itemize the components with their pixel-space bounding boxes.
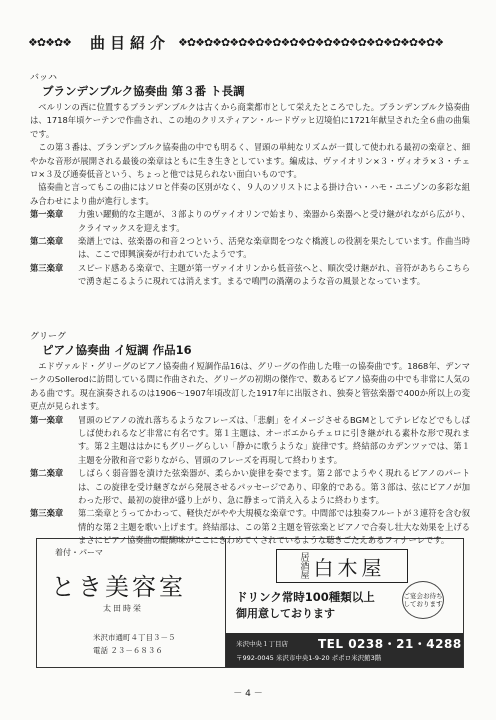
movement-item	[30, 262, 470, 289]
movement-label: 第三楽章	[30, 262, 64, 273]
movement-item	[30, 414, 470, 468]
movement-label: 第三楽章	[30, 508, 64, 519]
movement-text: 力強い躍動的な主題が、３部よりのヴァイオリンで始まり、楽器から楽器へと受け継がれながら広がり、クライマックスを迎えます。	[78, 209, 470, 233]
movement-label: 第一楽章	[30, 414, 64, 425]
section-title: 曲目紹介	[90, 33, 171, 52]
paragraph: 協奏曲と言ってもこの曲にはソロと伴奏の区別がなく、９人のソリストによる掛け合い・ハモ・ユニゾンの多彩な組み合わせにより曲が進行します。	[30, 182, 470, 206]
paragraph: この第３番は、ブランデンブルク協奏曲の中でも明るく、冒頭の単純なリズムが一貫して使われる最初の楽章と、細やかな音形が展開される最後の楽章はともに生き生きとしています。編成は、ヴァイオリン×３・ヴィオラ×３・チェロ×３及び通奏低音という、ちょっと他では見られない面白いものです。	[30, 142, 470, 180]
movement-text: 楽譜上では、弦楽器の和音２つという、活発な楽章間をつなぐ橋渡しの役割を果たしています。作曲当時は、ここで即興演奏が行われていたようです。	[78, 236, 470, 260]
movement-item	[30, 467, 470, 507]
movement-label: 第二楽章	[30, 468, 64, 479]
ad-drink-line: 御用意しております	[236, 607, 335, 620]
ad-shop-name: とき美容室	[51, 573, 186, 601]
composer-name: バッハ	[30, 73, 58, 83]
ad-shop-name: 白木屋	[313, 555, 386, 580]
piece-title: ピアノ協奏曲 イ短調 作品16	[42, 343, 192, 357]
ad-footer-band	[226, 633, 463, 667]
piece-description	[30, 101, 470, 289]
movement-text: 冒頭のピアノの流れ落ちるようなフレーズは、「悲劇」をイメージさせるBGMとしてテレビなどでもしばしば使われるなど非常に有名です。第１主題は、オーボエからチェロに引き継がれる素朴な形で現れます。第２主題ははかにもグリーグらしい「静かに歌うような」旋律です。終結部のカデンツァでは、第１主題を分散和音で彩りながら、冒頭のフレーズを再現して終わります。	[78, 414, 470, 465]
piece-bach	[30, 73, 470, 289]
page-number: － 4 －	[233, 689, 263, 699]
ad-party-badge: ご宴会お待ちしております	[402, 581, 444, 619]
piece-grieg	[30, 332, 470, 548]
ad-izakaya	[226, 539, 463, 667]
movement-item	[30, 208, 470, 235]
movement-item	[30, 235, 470, 262]
ad-phone: TEL 0238・21・4288	[318, 637, 462, 651]
movement-text: しばらく弱音器を漬けた弦楽器が、柔らかい旋律を奏でます。第２部でようやく現れるピアノのパートは、この旋律を受け継ぎながら発展させるパッセージであり、印象的である。第３部は、弦にピアノが加わった形で、最初の旋律が盛り上がり、急に静まって消え入るように終わります。	[78, 468, 470, 506]
ad-beauty-salon	[37, 539, 226, 667]
movement-text: 第二楽章とうってかわって、軽快だがやや大規模な楽章です。中間部では独奏フルートが３連符を含む叙情的な第２主題を歌い上げます。終結部は、この第２主題を管弦楽とピアノで合奏し壮大な効果を上げるまさにピアノ協奏曲の醍醐味がここにきわめてくされているような聴きごたえあるフィナーレです。	[78, 508, 470, 546]
ad-drink-line: ドリンク常時100種類以上	[236, 590, 375, 604]
movement-label: 第一楽章	[30, 209, 64, 220]
ad-address: 米沢市通町４丁目３－５	[93, 633, 176, 642]
paragraph: エドヴァルド・グリーグのピアノ協奏曲イ短調作品16は、グリーグの作曲した唯一の協奏曲です。1868年、デンマークのSollerodに訪問している間に作曲された、グリーグの初期の傑作で、数あるピアノ協奏曲の中でも非常に人気のある曲です。現在演奏されるのは1906～1907年頃改訂した1917年に出版され、独奏と管弦楽器で400か所以上の変更点が見られます。	[30, 361, 470, 412]
paragraph: ベルリンの西に位置するブランデンブルクは古くから商業都市として栄えたところでした。ブランデンブルク協奏曲は、1718年頃ケーテンで作曲され、この地のクリスティアン・ルードヴッヒ辺境伯に1721年献呈された全６曲の曲集です。	[30, 102, 470, 139]
ad-owner-name: 太田時栄	[103, 604, 143, 613]
ornament-left: ❖✿❖✿❖	[28, 36, 72, 48]
movement-label: 第二楽章	[30, 236, 64, 247]
ornament-right: ❖✿❖✿❖✿❖✿❖✿❖✿❖✿❖✿❖✿❖✿❖✿❖✿❖✿❖✿❖✿❖	[178, 36, 444, 48]
movement-text: スピード感ある楽章で、主題が第一ヴァイオリンから低音弦へと、順次受け継がれ、音符があちらこちらで湧き起こるように現れては消えます。まるで鳴門の渦潮のような音の風景となっています。	[78, 262, 470, 287]
ad-shop-sign	[276, 549, 408, 583]
section-header	[28, 31, 472, 53]
composer-name: グリーグ	[30, 332, 67, 342]
advertisement-box	[36, 538, 464, 668]
ad-shop-type: 居酒屋	[298, 552, 309, 579]
ad-tagline: 着付・パーマ	[55, 548, 103, 557]
ad-branch-name: 米沢中央１丁目店	[236, 640, 288, 648]
ad-address: 〒992-0045 米沢市中央1-9-20 ポポロ米沢館3階	[236, 654, 382, 662]
piece-title: ブランデンブルク協奏曲 第３番 ト長調	[42, 84, 245, 98]
ad-phone: 電話 ２３－６８３６	[93, 646, 163, 655]
piece-description	[30, 360, 470, 548]
